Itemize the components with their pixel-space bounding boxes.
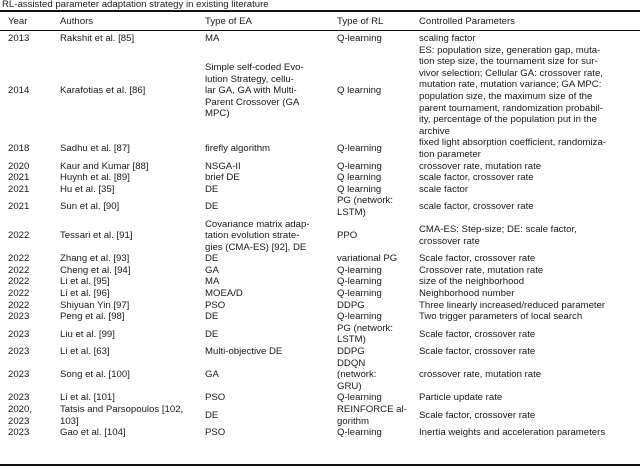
cell-authors: Rakshit et al. [85]: [60, 33, 135, 44]
table-row: [0, 300, 640, 312]
cell-authors: Tessari et al. [91]: [60, 230, 133, 242]
cell-ea-type: MOEA/D: [205, 288, 243, 300]
cell-rl-type: DDPG: [337, 299, 365, 311]
cell-rl-type: Q-learning: [337, 33, 382, 44]
table-row: [0, 219, 640, 254]
cell-year: 2022: [8, 253, 30, 265]
cell-controlled-parameters: Two trigger parameters of local search: [419, 311, 583, 323]
header-authors: Authors: [60, 15, 94, 27]
cell-controlled-parameters: scale factor: [419, 183, 469, 195]
cell-controlled-parameters: Inertia weights and acceleration parameters: [419, 427, 606, 439]
table-row: [0, 172, 640, 184]
cell-rl-type: PG (network: LSTM): [337, 195, 393, 218]
cell-year: 2023: [8, 311, 30, 323]
cell-rl-type: Q-learning: [337, 288, 382, 300]
table-row: [0, 404, 640, 427]
cell-authors: Li et al. [96]: [60, 288, 110, 300]
cell-authors: Li et al. [101]: [60, 392, 115, 404]
cell-authors: Zhang et al. [93]: [60, 253, 130, 265]
cell-authors: Peng et al. [98]: [60, 311, 125, 323]
cell-year: 2018: [8, 143, 30, 155]
table-row: [0, 161, 640, 173]
cell-rl-type: REINFORCE al- gorithm: [337, 404, 407, 427]
cell-ea-type: DE: [205, 183, 219, 195]
cell-rl-type: Q-learning: [337, 143, 382, 155]
cell-year: 2023: [8, 346, 30, 358]
cell-authors: Li et al. [95]: [60, 276, 110, 288]
cell-rl-type: Q learning: [337, 172, 382, 184]
table-row: [0, 184, 640, 196]
cell-year: 2022: [8, 230, 30, 242]
table-row: [0, 276, 640, 288]
cell-controlled-parameters: scale factor, crossover rate: [419, 201, 534, 213]
cell-ea-type: DE: [205, 409, 219, 421]
cell-rl-type: Q learning: [337, 85, 382, 97]
cell-rl-type: DDQN (network: GRU): [337, 357, 377, 392]
cell-authors: Cheng et al. [94]: [60, 264, 131, 276]
cell-year: 2021: [8, 201, 30, 213]
cell-year: 2014: [8, 85, 30, 97]
cell-year: 2022: [8, 264, 30, 276]
table-row: [0, 358, 640, 393]
cell-authors: Sadhu et al. [87]: [60, 143, 130, 155]
cell-ea-type: GA: [205, 264, 219, 276]
cell-rl-type: Q-learning: [337, 392, 382, 404]
cell-controlled-parameters: Scale factor, crossover rate: [419, 328, 536, 340]
table-row: [0, 137, 640, 160]
cell-ea-type: MA: [205, 33, 220, 44]
cell-rl-type: Q-learning: [337, 427, 382, 439]
cell-year: 2013: [8, 33, 30, 44]
cell-rl-type: Q-learning: [337, 160, 382, 172]
cell-ea-type: DE: [205, 311, 219, 323]
cell-controlled-parameters: scaling factor: [419, 33, 476, 44]
table-row: [0, 265, 640, 277]
cell-rl-type: Q learning: [337, 183, 382, 195]
cell-rl-type: DDPG: [337, 346, 365, 358]
cell-authors: Sun et al. [90]: [60, 201, 120, 213]
cell-year: 2020, 2023: [8, 404, 33, 427]
cell-rl-type: variational PG: [337, 253, 398, 265]
cell-ea-type: DE: [205, 328, 219, 340]
cell-year: 2020: [8, 160, 30, 172]
cell-year: 2022: [8, 299, 30, 311]
table-row: [0, 323, 640, 346]
cell-year: 2023: [8, 392, 30, 404]
cell-ea-type: PSO: [205, 427, 226, 439]
table-row: [0, 30, 640, 45]
cell-year: 2023: [8, 427, 30, 439]
cell-controlled-parameters: scale factor, crossover rate: [419, 172, 534, 184]
cell-controlled-parameters: ES: population size, generation gap, muta- tion step size, the tournament size for sur- vivor selection; Cellular GA: crossover rate, mutation rate, mutation variance; GA MPC: population size, the maximum size of the parent tournament, randomization probabil- ity, percentage of the population put in the archive: [419, 44, 603, 137]
cell-ea-type: NSGA-II: [205, 160, 241, 172]
cell-authors: Huynh et al. [89]: [60, 172, 130, 184]
cell-ea-type: Simple self-coded Evo- lution Strategy, cellu- lar GA, GA with Multi- Parent Crossover (GA MPC): [205, 61, 304, 120]
cell-rl-type: PG (network: LSTM): [337, 322, 393, 346]
cell-ea-type: PSO: [205, 299, 226, 311]
bottom-rule: [0, 464, 640, 466]
cell-controlled-parameters: Particle update rate: [419, 392, 503, 404]
cell-controlled-parameters: crossover rate, mutation rate: [419, 369, 542, 381]
cell-controlled-parameters: Three linearly increased/reduced parameter: [419, 299, 606, 311]
table-row: [0, 45, 640, 138]
cell-year: 2023: [8, 328, 30, 340]
cell-controlled-parameters: fixed light absorption coefficient, randomiza- tion parameter: [419, 137, 607, 160]
cell-rl-type: Q-learning: [337, 276, 382, 288]
table-row: [0, 346, 640, 358]
cell-authors: Shiyuan Yin [97]: [60, 299, 130, 311]
cell-authors: Hu et al. [35]: [60, 183, 115, 195]
cell-ea-type: brief DE: [205, 172, 240, 184]
header-rl-type: Type of RL: [337, 15, 384, 27]
cell-year: 2021: [8, 183, 30, 195]
table-row: [0, 253, 640, 265]
cell-year: 2022: [8, 288, 30, 300]
cell-ea-type: MA: [205, 276, 220, 288]
cell-controlled-parameters: Neighborhood number: [419, 288, 515, 300]
table-row: [0, 311, 640, 323]
cell-authors: Song et al. [100]: [60, 369, 130, 381]
cell-year: 2021: [8, 172, 30, 184]
cell-ea-type: DE: [205, 201, 219, 213]
cell-year: 2023: [8, 369, 30, 381]
cell-authors: Liu et al. [99]: [60, 328, 115, 340]
cell-rl-type: PPO: [337, 230, 358, 242]
cell-authors: Tatsis and Parsopoulos [102, 103]: [60, 404, 184, 427]
cell-controlled-parameters: crossover rate, mutation rate: [419, 160, 542, 172]
cell-controlled-parameters: CMA-ES: Step-size; DE: scale factor, crossover rate: [419, 224, 577, 247]
cell-ea-type: Covariance matrix adap- tation evolution strate- gies (CMA-ES) [92], DE: [205, 218, 310, 253]
cell-ea-type: PSO: [205, 392, 226, 404]
table-row: [0, 195, 640, 218]
cell-authors: Kaur and Kumar [88]: [60, 160, 149, 172]
literature-table: [0, 12, 640, 439]
cell-ea-type: DE: [205, 253, 219, 265]
cell-ea-type: Multi-objective DE: [205, 346, 283, 358]
cell-rl-type: Q-learning: [337, 264, 382, 276]
cell-controlled-parameters: Scale factor, crossover rate: [419, 346, 536, 358]
table-row: [0, 392, 640, 404]
header-year: Year: [8, 15, 28, 27]
cell-authors: Gao et al. [104]: [60, 427, 126, 439]
cell-ea-type: firefly algorithm: [205, 143, 271, 155]
cell-controlled-parameters: size of the neighborhood: [419, 276, 525, 288]
cell-ea-type: GA: [205, 369, 219, 381]
cell-controlled-parameters: Scale factor, crossover rate: [419, 253, 536, 265]
header-ea-type: Type of EA: [205, 15, 252, 27]
cell-controlled-parameters: Crossover rate, mutation rate: [419, 264, 544, 276]
cell-authors: Karafotias et al. [86]: [60, 85, 146, 97]
cell-year: 2022: [8, 276, 30, 288]
table-row: [0, 427, 640, 439]
cell-authors: Li et al. [63]: [60, 346, 110, 358]
table-caption: RL-assisted parameter adaptation strategy in existing literature: [2, 0, 269, 10]
table-row: [0, 288, 640, 300]
cell-rl-type: Q-learning: [337, 311, 382, 323]
header-row: [0, 12, 640, 30]
header-controlled-parameters: Controlled Parameters: [419, 15, 515, 27]
cell-controlled-parameters: Scale factor, crossover rate: [419, 409, 536, 421]
